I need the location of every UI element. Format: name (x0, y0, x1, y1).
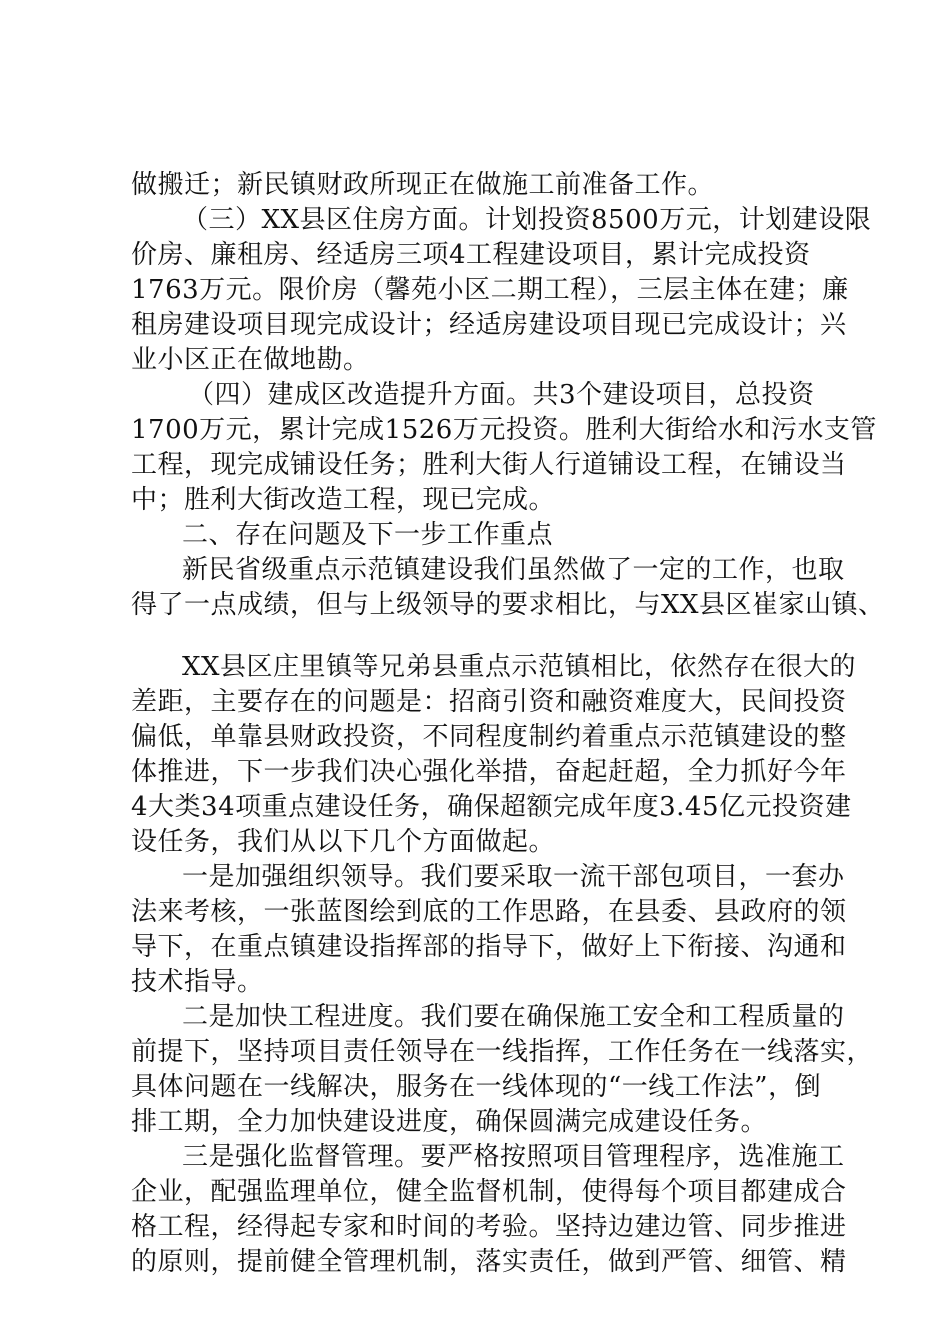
text-line: 差距，主要存在的问题是：招商引资和融资难度大，民间投资 (131, 687, 847, 717)
text-line: 1700万元，累计完成1526万元投资。胜利大街给水和污水支管 (131, 415, 877, 445)
text-line: 格工程，经得起专家和时间的考验。坚持边建边管、同步推进 (131, 1212, 847, 1242)
text-line: 工程，现完成铺设任务；胜利大街人行道铺设工程，在铺设当 (131, 450, 847, 480)
text-line: 中；胜利大街改造工程，现已完成。 (131, 485, 556, 515)
section-heading: 二、存在问题及下一步工作重点 (182, 520, 554, 550)
text-line: 得了一点成绩，但与上级领导的要求相比，与XX县区崔家山镇、 (131, 590, 885, 620)
text-line: 体推进，下一步我们决心强化举措，奋起赶超，全力抓好今年 (131, 757, 847, 787)
text-line: 价房、廉租房、经适房三项4工程建设项目，累计完成投资 (131, 240, 811, 270)
text-line: 法来考核，一张蓝图绘到底的工作思路，在县委、县政府的领 (131, 897, 847, 927)
text-line: 做搬迁；新民镇财政所现正在做施工前准备工作。 (131, 170, 715, 200)
text-line: （四）建成区改造提升方面。共3个建设项目，总投资 (188, 380, 815, 410)
text-line: XX县区庄里镇等兄弟县重点示范镇相比，依然存在很大的 (182, 652, 857, 682)
text-line: 排工期，全力加快建设进度，确保圆满完成建设任务。 (131, 1107, 768, 1137)
text-line: 具体问题在一线解决，服务在一线体现的“一线工作法”，倒 (131, 1072, 822, 1102)
text-line: 的原则，提前健全管理机制，落实责任，做到严管、细管、精 (131, 1247, 847, 1277)
text-line: 技术指导。 (131, 967, 264, 997)
text-line: 三是强化监督管理。要严格按照项目管理程序，选准施工 (182, 1142, 845, 1172)
text-line: 租房建设项目现完成设计；经适房建设项目现已完成设计；兴 (131, 310, 847, 340)
text-line: 企业，配强监理单位，健全监督机制，使得每个项目都建成合 (131, 1177, 847, 1207)
text-line: 导下，在重点镇建设指挥部的指导下，做好上下衔接、沟通和 (131, 932, 847, 962)
text-line: （三）XX县区住房方面。计划投资8500万元，计划建设限 (182, 205, 872, 235)
text-line: 偏低，单靠县财政投资，不同程度制约着重点示范镇建设的整 (131, 722, 847, 752)
text-line: 业小区正在做地勘。 (131, 345, 370, 375)
text-line: 一是加强组织领导。我们要采取一流干部包项目，一套办 (182, 862, 845, 892)
text-line: 设任务，我们从以下几个方面做起。 (131, 827, 556, 857)
text-line: 4大类34项重点建设任务，确保超额完成年度3.45亿元投资建 (131, 792, 852, 822)
text-line: 1763万元。限价房（馨苑小区二期工程），三层主体在建；廉 (131, 275, 849, 305)
text-line: 二是加快工程进度。我们要在确保施工安全和工程质量的 (182, 1002, 845, 1032)
text-line: 新民省级重点示范镇建设我们虽然做了一定的工作，也取 (182, 555, 845, 585)
text-line: 前提下，坚持项目责任领导在一线指挥，工作任务在一线落实， (131, 1037, 874, 1067)
